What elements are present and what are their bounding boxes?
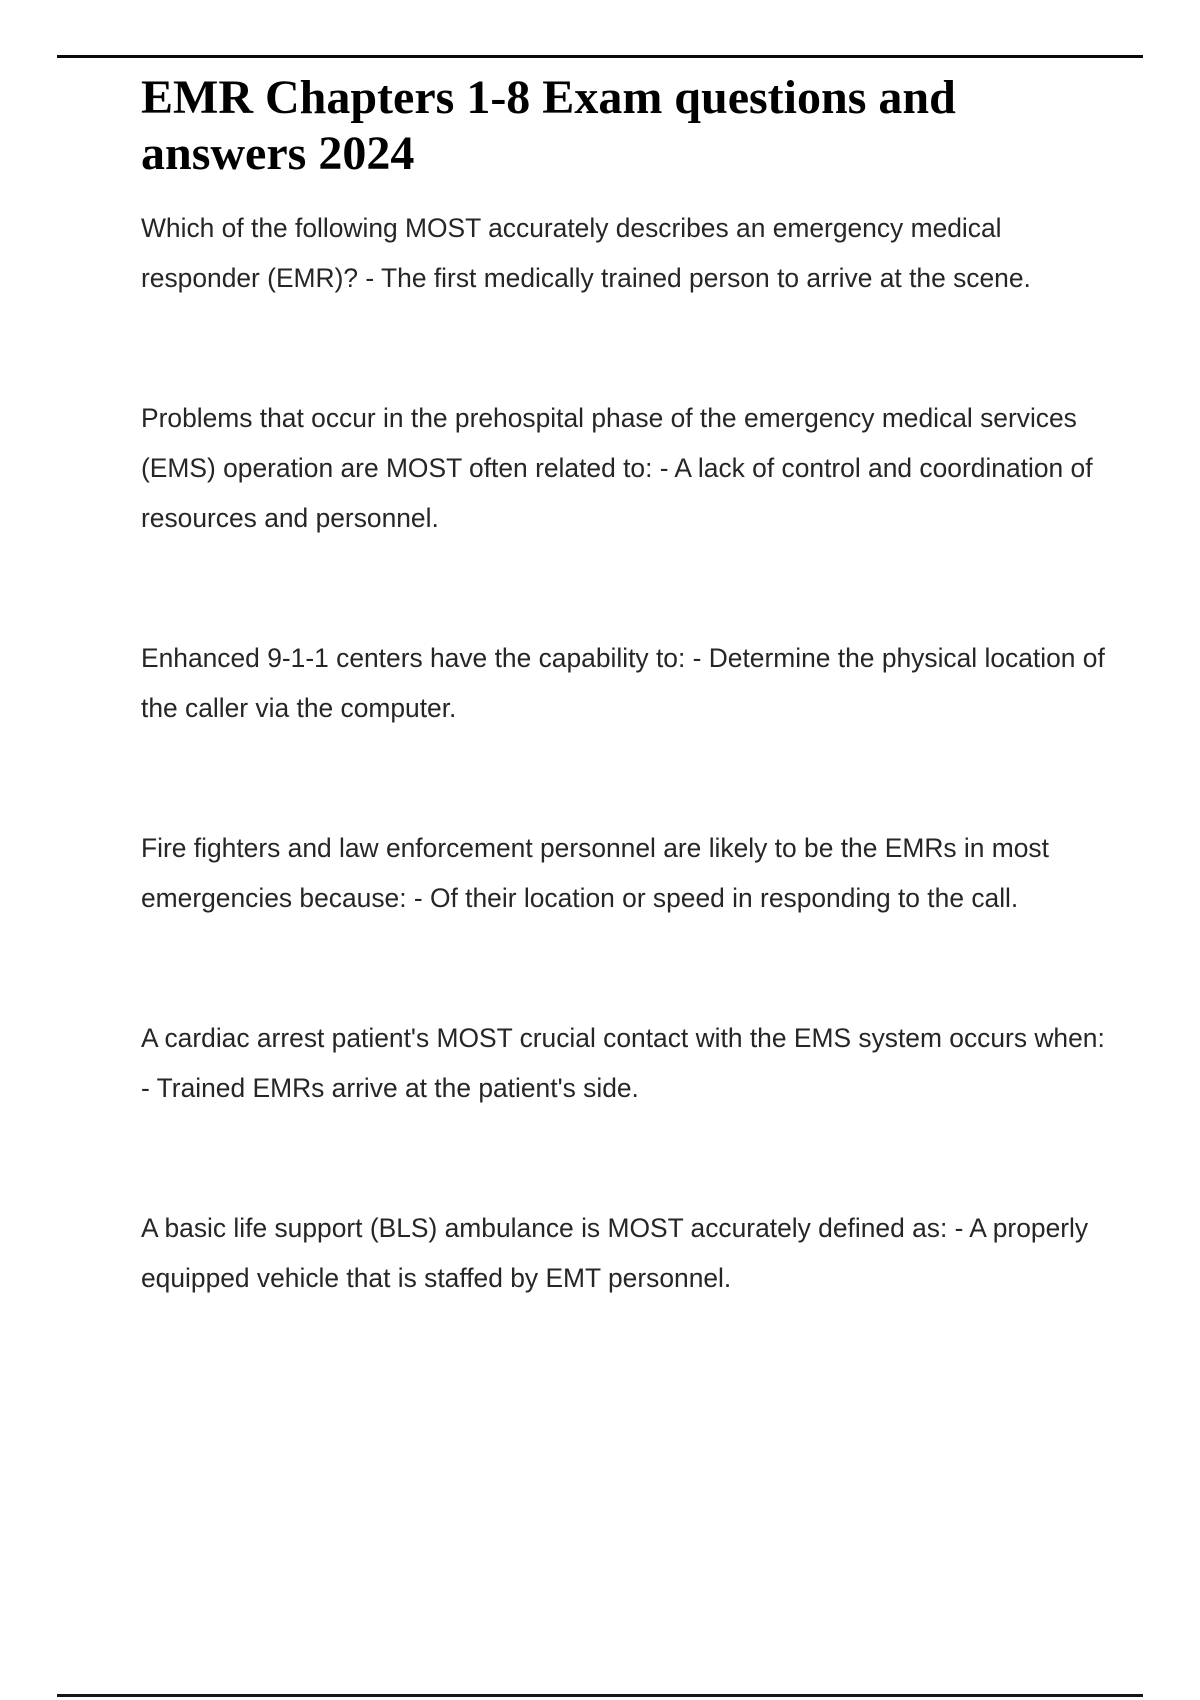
qa-paragraph: Fire fighters and law enforcement personnel are likely to be the EMRs in most emergencies because: - Of their location or speed in responding to the call. bbox=[141, 833, 1049, 913]
qa-paragraph: Which of the following MOST accurately describes an emergency medical responder (EMR)? - The first medically trained person to arrive at the scene. bbox=[141, 213, 1031, 293]
document-content bbox=[141, 0, 1116, 1393]
qa-paragraph: Problems that occur in the prehospital phase of the emergency medical services (EMS) operation are MOST often related to: - A lack of control and coordination of resources and personnel. bbox=[141, 403, 1093, 533]
page-title: EMR Chapters 1-8 Exam questions and answers 2024 bbox=[141, 71, 956, 180]
qa-paragraph: Enhanced 9-1-1 centers have the capability to: - Determine the physical location of the caller via the computer. bbox=[141, 643, 1105, 723]
qa-paragraph: A cardiac arrest patient's MOST crucial contact with the EMS system occurs when: - Trained EMRs arrive at the patient's side. bbox=[141, 1023, 1105, 1103]
bottom-divider-line bbox=[57, 1694, 1143, 1697]
qa-paragraph: A basic life support (BLS) ambulance is MOST accurately defined as: - A properly equipped vehicle that is staffed by EMT personnel. bbox=[141, 1213, 1089, 1293]
